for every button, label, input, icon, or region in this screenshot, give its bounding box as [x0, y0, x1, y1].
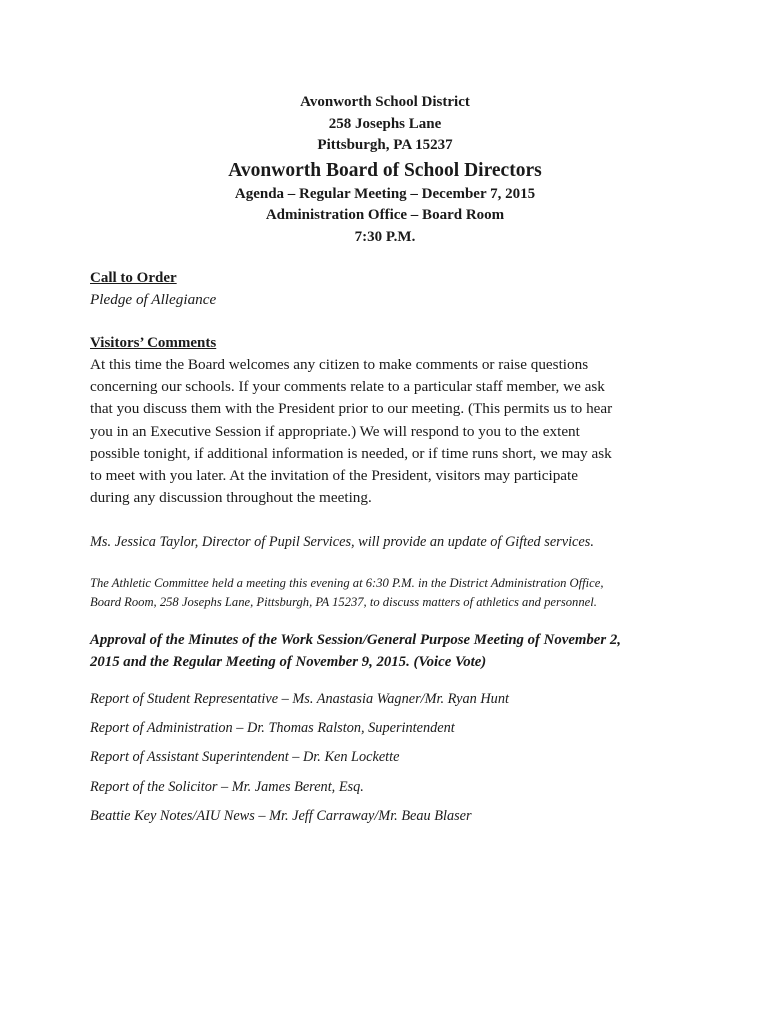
report-item [90, 689, 690, 709]
report-assistant-superintendent: Report of Assistant Superintendent – Dr. Ken Lockette [90, 749, 400, 765]
report-item [90, 718, 690, 738]
agenda-title: Agenda – Regular Meeting – December 7, 2015 [234, 185, 536, 202]
visitors-line: during any discussion throughout the meeting. [90, 489, 372, 507]
visitors-line: that you discuss them with the President prior to our meeting. (This permits us to hear [90, 400, 613, 418]
visitors-line: you in an Executive Session if appropriate.) We will respond to you to the extent [90, 422, 580, 440]
report-student-representative: Report of Student Representative – Ms. Anastasia Wagner/Mr. Ryan Hunt [90, 691, 509, 707]
district-address: 258 Josephs Lane [328, 115, 442, 132]
report-item [90, 777, 690, 797]
report-administration: Report of Administration – Dr. Thomas Ralston, Superintendent [90, 720, 455, 736]
call-to-order-heading: Call to Order [90, 270, 177, 286]
visitors-line: concerning our schools. If your comments relate to a particular staff member, we ask [90, 378, 605, 396]
call-to-order-section [90, 267, 690, 311]
meeting-location: Administration Office – Board Room [265, 207, 505, 223]
report-item [90, 747, 690, 767]
report-solicitor: Report of the Solicitor – Mr. James Berent, Esq. [90, 779, 364, 795]
report-beattie-aiu: Beattie Key Notes/AIU News – Mr. Jeff Carraway/Mr. Beau Blaser [90, 808, 472, 824]
document-header [0, 92, 770, 248]
approval-line: 2015 and the Regular Meeting of November 9, 2015. (Voice Vote) [90, 653, 487, 670]
visitors-section [90, 332, 690, 509]
district-city: Pittsburgh, PA 15237 [317, 137, 453, 153]
visitors-line: to meet with you later. At the invitation of the President, visitors may participate [90, 467, 579, 485]
athletic-line: Board Room, 258 Josephs Lane, Pittsburgh, PA 15237, to discuss matters of athletics and personnel. [90, 595, 597, 609]
athletic-line: The Athletic Committee held a meeting this evening at 6:30 P.M. in the District Administration Office, [90, 576, 604, 590]
meeting-time: 7:30 P.M. [354, 228, 416, 245]
athletic-committee-note [90, 574, 690, 612]
approval-line: Approval of the Minutes of the Work Session/General Purpose Meeting of November 2, [90, 632, 621, 648]
taylor-update-text: Ms. Jessica Taylor, Director of Pupil Services, will provide an update of Gifted services. [90, 534, 594, 550]
visitors-line: At this time the Board welcomes any citizen to make comments or raise questions [90, 356, 589, 373]
visitors-heading: Visitors’ Comments [90, 335, 217, 351]
district-name: Avonworth School District [300, 94, 470, 110]
visitors-line: possible tonight, if additional information is needed, or if time runs short, we may ask [90, 444, 612, 462]
taylor-update [90, 532, 690, 552]
pledge-of-allegiance: Pledge of Allegiance [90, 291, 217, 308]
board-title: Avonworth Board of School Directors [228, 159, 542, 181]
report-item [90, 806, 690, 826]
approval-of-minutes [90, 630, 690, 673]
